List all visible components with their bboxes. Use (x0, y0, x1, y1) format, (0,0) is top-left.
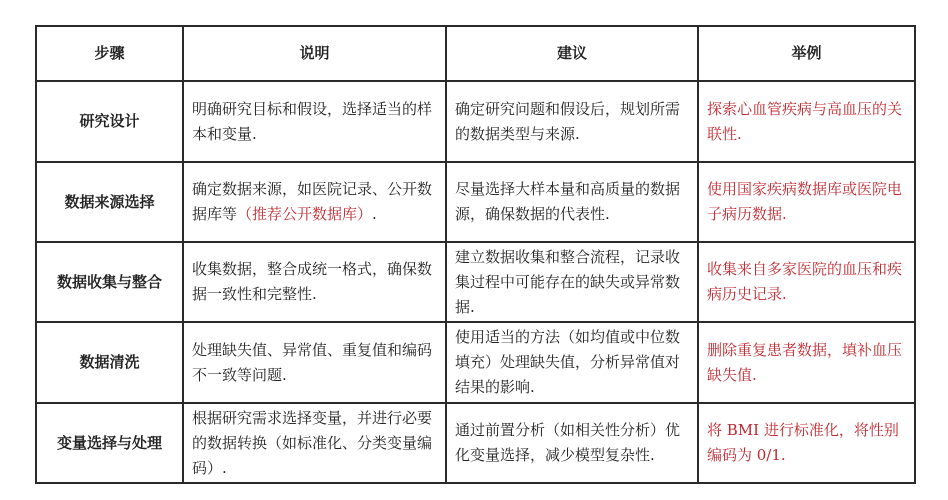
description-text: 根据研究需求选择变量，并进行必要的数据转换（如标准化、分类变量编码）. (192, 408, 433, 477)
table-row (36, 403, 915, 483)
table-row (36, 81, 915, 162)
header-step: 步骤 (36, 26, 183, 81)
description-cell (183, 322, 446, 403)
example-cell: 探索心血管疾病与高血压的关联性. (698, 81, 915, 162)
table-row (36, 322, 915, 403)
description-text: 确定数据来源，如医院记录、公开数据库等 (192, 180, 433, 223)
description-cell (183, 162, 446, 242)
header-row (36, 26, 915, 81)
step-cell: 数据收集与整合 (36, 242, 183, 322)
suggestion-cell: 尽量选择大样本量和高质量的数据源，确保数据的代表性. (446, 162, 698, 242)
step-cell: 数据清洗 (36, 322, 183, 403)
step-cell: 变量选择与处理 (36, 403, 183, 483)
description-text: 明确研究目标和假设，选择适当的样本和变量. (192, 99, 433, 143)
description-highlight: （推荐公开数据库） (237, 205, 373, 223)
description-cell (183, 81, 446, 162)
header-description: 说明 (183, 26, 446, 81)
example-cell: 将 BMI 进行标准化，将性别编码为 0/1. (698, 403, 915, 483)
step-cell: 数据来源选择 (36, 162, 183, 242)
step-cell: 研究设计 (36, 81, 183, 162)
suggestion-cell: 通过前置分析（如相关性分析）优化变量选择，减少模型复杂性. (446, 403, 698, 483)
suggestion-cell: 使用适当的方法（如均值或中位数填充）处理缺失值，分析异常值对结果的影响. (446, 322, 698, 403)
example-cell: 收集来自多家医院的血压和疾病历史记录. (698, 242, 915, 322)
header-suggestion: 建议 (446, 26, 698, 81)
table-row (36, 242, 915, 322)
description-tail: . (372, 205, 377, 223)
description-text: 处理缺失值、异常值、重复值和编码不一致等问题. (192, 340, 433, 384)
description-cell (183, 403, 446, 483)
data-process-table (35, 25, 916, 484)
suggestion-cell: 建立数据收集和整合流程，记录收集过程中可能存在的缺失或异常数据. (446, 242, 698, 322)
example-cell: 使用国家疾病数据库或医院电子病历数据. (698, 162, 915, 242)
example-cell: 删除重复患者数据，填补血压缺失值. (698, 322, 915, 403)
description-cell (183, 242, 446, 322)
header-example: 举例 (698, 26, 915, 81)
table-row (36, 162, 915, 242)
description-text: 收集数据，整合成统一格式，确保数据一致性和完整性. (192, 260, 433, 303)
suggestion-cell: 确定研究问题和假设后，规划所需的数据类型与来源. (446, 81, 698, 162)
